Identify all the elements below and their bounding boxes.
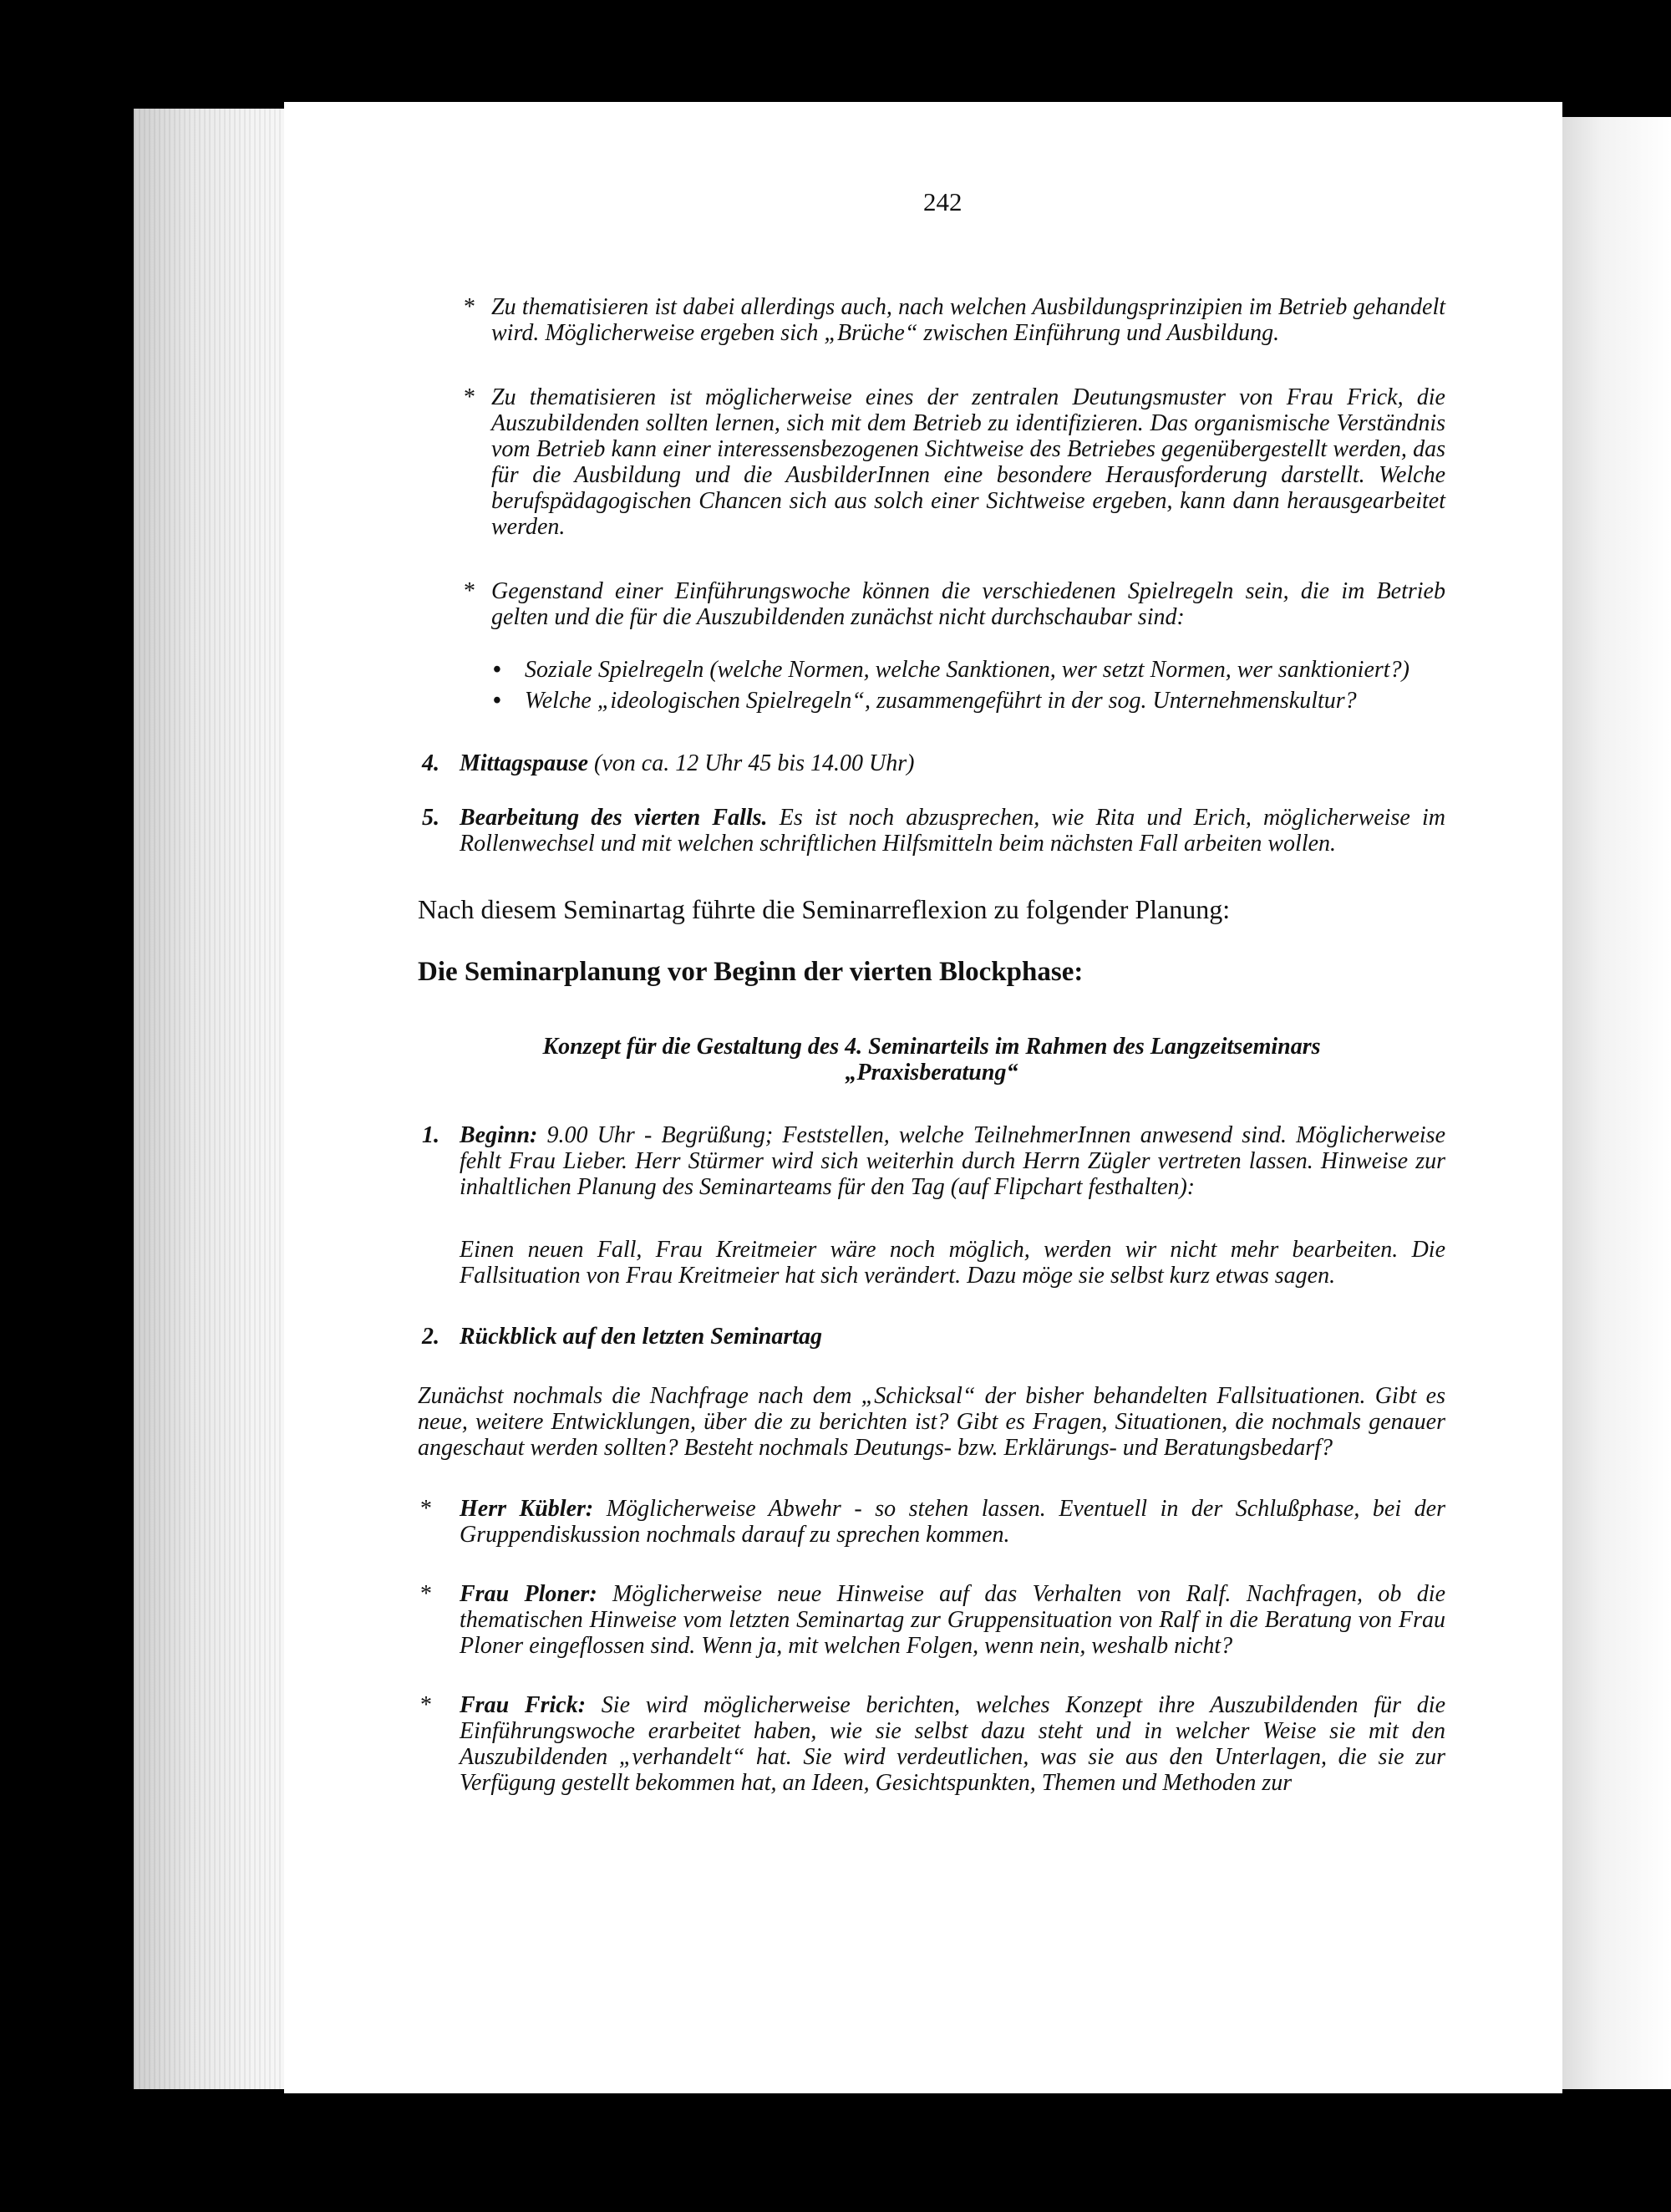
item-title: Beginn: (460, 1122, 538, 1148)
bullet-item (418, 384, 1445, 540)
item-title: Mittagspause (460, 750, 589, 776)
bullet-dot-marker: • (493, 657, 501, 683)
item-number: 2. (422, 1324, 439, 1350)
bullet-item (418, 294, 1445, 346)
asterisk-marker: * (420, 1692, 432, 1718)
case-name: Frau Frick: (460, 1692, 587, 1718)
numbered-item-1 (418, 1122, 1445, 1200)
case-item (418, 1496, 1445, 1548)
item-text: (von ca. 12 Uhr 45 bis 14.00 Uhr) (588, 750, 915, 776)
case-text: Möglicherweise neue Hinweise auf das Verhalten von Ralf. Nachfragen, ob die thematischen Hinweise vom letzten Seminartag zur Gruppensituation von Ralf in die Beratung von Frau Ploner eingeflossen sind. Wenn ja, mit welchen Folgen, wenn nein, weshalb nicht? (460, 1581, 1445, 1659)
page-number: 242 (923, 187, 962, 216)
numbered-item-2 (418, 1324, 1445, 1350)
asterisk-marker: * (420, 1496, 432, 1522)
case-name: Frau Ploner: (460, 1581, 597, 1607)
item-text: Es ist noch abzusprechen, wie Rita und Erich, möglicherweise im Rollenwechsel und mit welchen schriftlichen Hilfsmitteln beim nächsten Fall arbeiten wollen. (460, 805, 1445, 857)
sub-bullet-item (418, 657, 1445, 683)
item-number: 1. (422, 1122, 439, 1148)
bullet-dot-marker: • (493, 688, 501, 714)
concept-title-line: „Praxisberatung“ (845, 1060, 1018, 1086)
item-title: Rückblick auf den letzten Seminartag (460, 1324, 823, 1350)
case-name: Herr Kübler: (460, 1496, 594, 1522)
sub-bullet-text: Welche „ideologischen Spielregeln“, zusammengeführt in der sog. Unternehmenskultur? (525, 688, 1357, 714)
transition-paragraph: Nach diesem Seminartag führte die Seminarreflexion zu folgender Planung: (418, 894, 1231, 924)
section-heading: Die Seminarplanung vor Beginn der vierten Blockphase: (418, 957, 1084, 987)
bullet-text: Gegenstand einer Einführungswoche können die verschiedenen Spielregeln sein, die im Betrieb gelten und die für die Auszubildenden zunächst nicht durchschaubar sind: (491, 578, 1445, 630)
asterisk-marker: * (464, 384, 475, 410)
asterisk-marker: * (464, 294, 475, 320)
paragraph: Einen neuen Fall, Frau Kreitmeier wäre noch möglich, werden wir nicht mehr bearbeiten. Die Fallsituation von Frau Kreitmeier hat sich verändert. Dazu möge sie selbst kurz etwas sagen. (460, 1237, 1445, 1289)
item-number: 4. (422, 750, 439, 776)
page-content (418, 294, 1445, 1829)
asterisk-marker: * (464, 578, 475, 604)
item-title: Bearbeitung des vierten Falls. (460, 805, 768, 831)
item-number: 5. (422, 805, 439, 831)
numbered-item-5 (418, 805, 1445, 857)
concept-title (418, 1034, 1445, 1086)
paragraph: Zunächst nochmals die Nachfrage nach dem „Schicksal“ der bisher behandelten Fallsituationen. Gibt es neue, weitere Entwicklungen, über die zu berichten ist? Gibt es Fragen, Situationen, die nochmals genauer angeschaut werden sollten? Besteht nochmals Deutungs- bzw. Erklärungs- und Beratungsbedarf? (418, 1383, 1445, 1461)
concept-title-line: Konzept für die Gestaltung des 4. Seminarteils im Rahmen des Langzeitseminars (542, 1034, 1321, 1060)
numbered-item-4 (418, 750, 1445, 776)
item-text: 9.00 Uhr - Begrüßung; Feststellen, welche TeilnehmerInnen anwesend sind. Möglicherweise fehlt Frau Lieber. Herr Stürmer wird sich weiterhin durch Herrn Zügler vertreten lassen. Hinweise zur inhaltlichen Planung des Seminarteams für den Tag (auf Flipchart festhalten): (460, 1122, 1445, 1200)
asterisk-marker: * (420, 1581, 432, 1607)
case-item (418, 1692, 1445, 1796)
bullet-text: Zu thematisieren ist möglicherweise eines der zentralen Deutungsmuster von Frau Frick, die Auszubildenden sollten lernen, sich mit dem Betrieb zu identifizieren. Das organismische Verständnis vom Betrieb kann einer interessensbezogenen Sichtweise des Betriebes gegenübergestellt werden, das für die Ausbildung und die AusbilderInnen eine besondere Herausforderung darstellt. Welche berufspädagogischen Chancen sich aus solch einer Sichtweise ergeben, kann dann herausgearbeitet werden. (491, 384, 1445, 540)
sub-bullet-item (418, 688, 1445, 714)
bullet-text: Zu thematisieren ist dabei allerdings auch, nach welchen Ausbildungsprinzipien im Betrieb gehandelt wird. Möglicherweise ergeben sich „Brüche“ zwischen Einführung und Ausbildung. (491, 294, 1445, 346)
case-text: Möglicherweise Abwehr - so stehen lassen. Eventuell in der Schlußphase, bei der Gruppendiskussion nochmals darauf zu sprechen kommen. (460, 1496, 1445, 1548)
case-item (418, 1581, 1445, 1659)
sub-bullet-text: Soziale Spielregeln (welche Normen, welche Sanktionen, wer setzt Normen, wer sanktioniert?) (525, 657, 1409, 683)
facing-page-edge (1556, 117, 1671, 2089)
case-text: Sie wird möglicherweise berichten, welches Konzept ihre Auszubildenden für die Einführungswoche erarbeitet haben, wie sie selbst dazu steht und in welcher Weise sie mit den Auszubildenden „verhandelt“ hat. Sie wird verdeutlichen, was sie aus den Unterlagen, die sie zur Verfügung gestellt bekommen hat, an Ideen, Gesichtspunkten, Themen und Methoden zur (460, 1692, 1445, 1796)
bullet-item (418, 578, 1445, 630)
